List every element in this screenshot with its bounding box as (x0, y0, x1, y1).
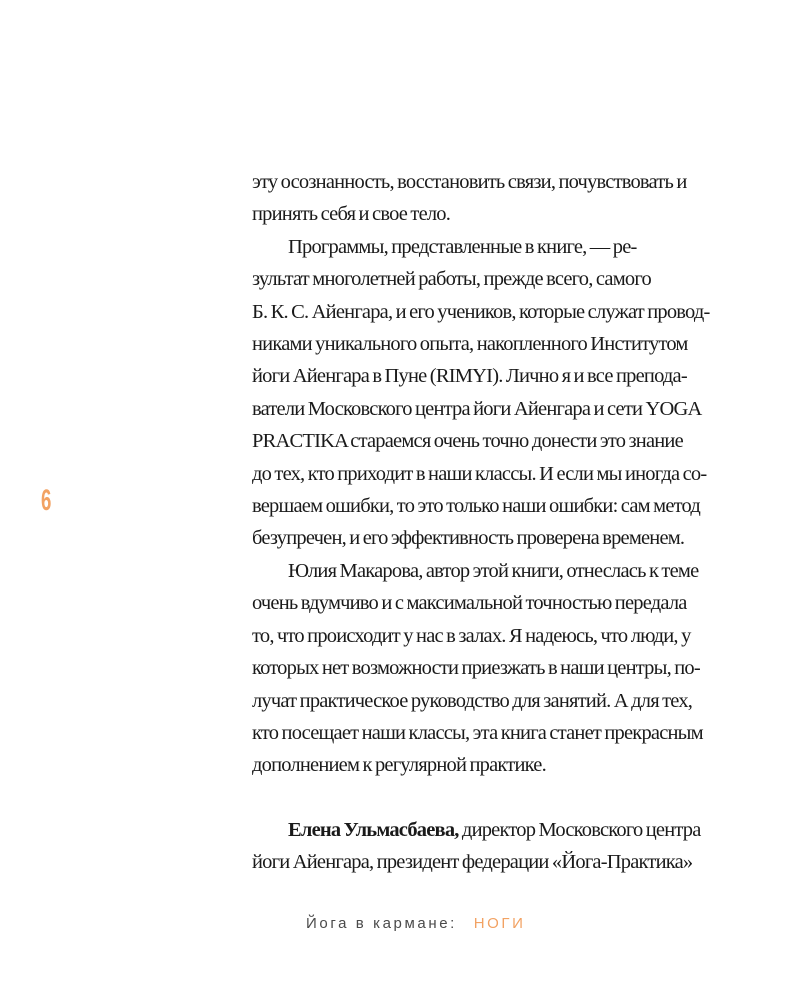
signature-name: Елена Ульмасбаева, (288, 818, 459, 841)
body-text (252, 166, 709, 879)
text-line: Юлия Макарова, автор этой книги, отнеслась к теме (288, 559, 699, 582)
text-line: принять себя и свое тело. (252, 203, 451, 226)
page-number: 6 (41, 484, 52, 517)
footer-book-title: Йога в кармане: (306, 915, 457, 932)
signature-role: директор Московского центра (458, 818, 701, 841)
text-line: лучат практическое руководство для занятий. А для тех, (252, 689, 693, 712)
footer-section-title: НОГИ (473, 915, 526, 932)
text-line: очень вдумчиво и с максимальной точностью передала (252, 592, 687, 615)
text-line: йоги Айенгара в Пуне (RIMYI). Лично я и все препода- (252, 365, 687, 388)
text-line: то, что происходит у нас в залах. Я надеюсь, что люди, у (252, 624, 691, 647)
text-line: эту осознанность, восстановить связи, почувствовать и (252, 171, 687, 193)
text-line: которых нет возможности приезжать в наши центры, по- (252, 657, 700, 680)
text-line: зультат многолетней работы, прежде всего, самого (252, 268, 651, 291)
text-line: Программы, представленные в книге, — ре- (288, 235, 637, 258)
text-line: ватели Московского центра йоги Айенгара и сети YOGA (252, 397, 702, 420)
text-line: Б. К. С. Айенгара, и его учеников, которые служат провод- (252, 300, 710, 323)
text-line: дополнением к регулярной практике. (252, 754, 546, 777)
text-line: PRACTIKA стараемся очень точно донести это знание (252, 430, 683, 453)
text-line: безупречен, и его эффективность проверена временем. (252, 527, 685, 550)
signature-line (252, 814, 709, 846)
running-footer (306, 915, 526, 932)
signature-role-line: йоги Айенгара, президент федерации «Йога-Практика» (252, 851, 693, 874)
text-line: никами уникального опыта, накопленного Институтом (252, 333, 688, 356)
paragraph-gap (252, 782, 709, 814)
text-line: вершаем ошибки, то это только наши ошибки: сам метод (252, 495, 701, 518)
text-line: кто посещает наши классы, эта книга станет прекрасным (252, 721, 703, 744)
text-line: до тех, кто приходит в наши классы. И если мы иногда со- (252, 462, 707, 485)
